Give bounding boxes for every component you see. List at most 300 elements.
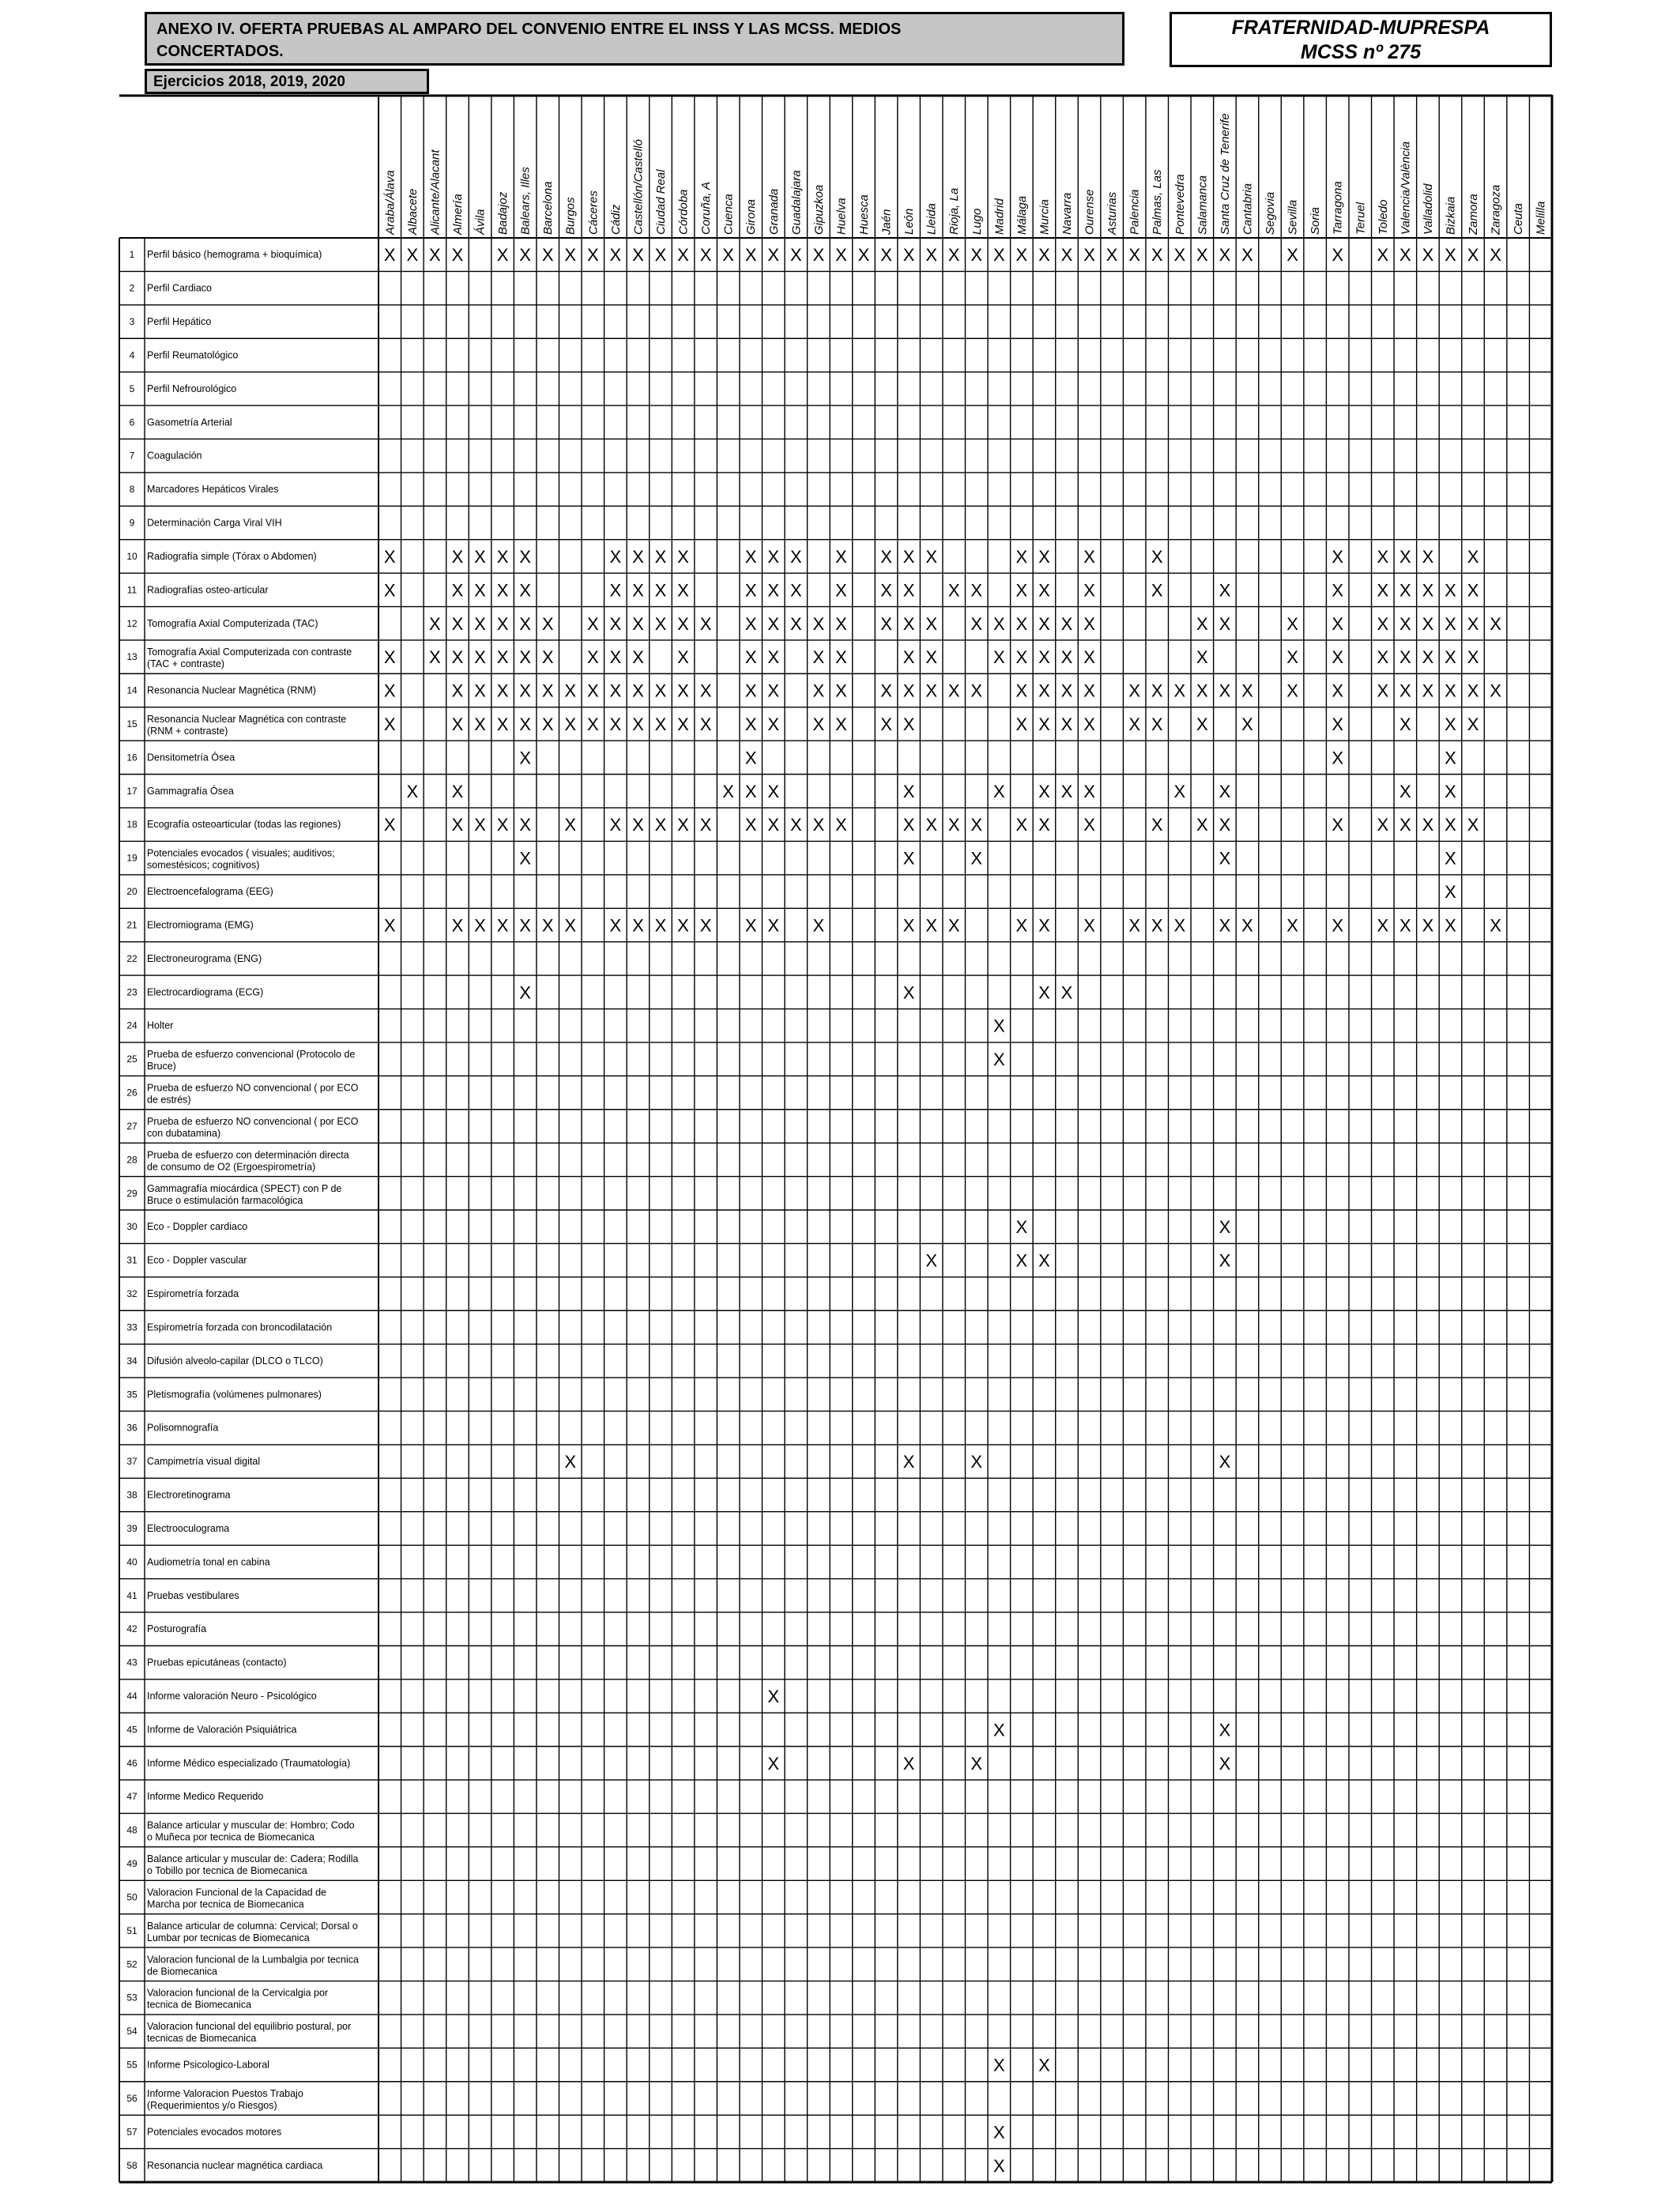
mark-x: X [1467, 815, 1479, 835]
mark-x: X [835, 815, 847, 835]
mark-x: X [654, 915, 667, 936]
mark-x: X [1083, 815, 1095, 835]
mark-x: X [880, 714, 892, 734]
mark-x: X [541, 245, 554, 266]
mark-x: X [767, 546, 780, 567]
mark-x: X [767, 613, 780, 634]
mark-x: X [451, 580, 464, 601]
column-header-province: Cuenca [721, 194, 736, 235]
row-number: 53 [126, 1992, 137, 2004]
mark-x: X [744, 815, 757, 835]
row-label: Informe de Valoración Psiquiátrica [147, 1724, 297, 1736]
mark-x: X [1128, 714, 1141, 734]
mark-x: X [1038, 613, 1050, 634]
mark-x: X [789, 815, 802, 835]
row-label: con dubatamina) [147, 1127, 221, 1139]
mark-x: X [947, 245, 960, 266]
row-label: Resonancia nuclear magnética cardiaca [147, 2159, 323, 2171]
mark-x: X [474, 647, 486, 668]
row-number: 21 [126, 919, 137, 931]
row-label: Bruce) [147, 1061, 176, 1072]
column-header-province: Huesca [857, 194, 871, 235]
mark-x: X [1422, 245, 1434, 266]
mark-x: X [1151, 245, 1163, 266]
mark-x: X [789, 245, 802, 266]
mark-x: X [519, 815, 531, 835]
mark-x: X [609, 714, 622, 734]
mark-x: X [902, 915, 915, 936]
row-label: Tomografía Axial Computerizada (TAC) [147, 617, 318, 629]
mark-x: X [541, 714, 554, 734]
mark-x: X [1219, 848, 1231, 869]
mark-x: X [1015, 680, 1028, 701]
mark-x: X [1286, 647, 1298, 668]
row-label: Holter [147, 1020, 174, 1031]
mark-x: X [767, 647, 780, 668]
mark-x: X [902, 580, 915, 601]
mark-x: X [1219, 1452, 1231, 1472]
mark-x: X [632, 613, 644, 634]
mark-x: X [1083, 781, 1095, 801]
column-header-province: Badajoz [496, 191, 510, 235]
column-header-province: Pontevedra [1173, 174, 1187, 235]
row-number: 27 [126, 1120, 137, 1132]
mark-x: X [519, 613, 531, 634]
mark-x: X [677, 546, 689, 567]
mark-x: X [632, 714, 644, 734]
row-label: Resonancia Nuclear Magnética (RNM) [147, 684, 316, 696]
mark-x: X [1445, 613, 1456, 634]
mark-x: X [902, 245, 915, 266]
mark-x: X [1015, 580, 1028, 601]
mark-x: X [564, 815, 577, 835]
mark-x: X [654, 680, 667, 701]
row-label: Prueba de esfuerzo con determinación directa [147, 1149, 349, 1161]
mark-x: X [519, 546, 531, 567]
mark-x: X [1038, 781, 1050, 801]
row-number: 49 [126, 1858, 137, 1870]
mark-x: X [383, 245, 396, 266]
mark-x: X [383, 815, 396, 835]
row-label: Perfil Nefrourológico [147, 383, 237, 394]
mark-x: X [902, 982, 915, 1003]
row-label: Electroencefalograma (EEG) [147, 886, 273, 898]
mark-x: X [699, 680, 712, 701]
column-header-province: Tarragona [1331, 181, 1345, 235]
mark-x: X [1377, 613, 1389, 634]
mark-x: X [586, 647, 599, 668]
mark-x: X [970, 245, 983, 266]
mark-x: X [1445, 680, 1456, 701]
row-label: Valoracion funcional de la Lumbalgia por tecnica [147, 1954, 359, 1966]
mark-x: X [1332, 714, 1344, 734]
column-header-province: Segovia [1264, 191, 1278, 235]
mark-x: X [1377, 245, 1389, 266]
mark-x: X [519, 915, 531, 936]
mark-x: X [1015, 1250, 1028, 1271]
column-header-province: Huelva [834, 198, 849, 235]
column-header-province: Cáceres [586, 190, 601, 235]
mark-x: X [677, 815, 689, 835]
mark-x: X [1490, 915, 1501, 936]
column-header-province: Lleida [925, 202, 939, 235]
mark-x: X [1490, 680, 1501, 701]
mark-x: X [451, 647, 464, 668]
mark-x: X [451, 613, 464, 634]
mark-x: X [1332, 613, 1344, 634]
mark-x: X [993, 647, 1005, 668]
mark-x: X [902, 781, 915, 801]
mark-x: X [1038, 647, 1050, 668]
mark-x: X [1083, 647, 1095, 668]
mark-x: X [1490, 613, 1501, 634]
column-header-province: Jaén [880, 209, 894, 235]
row-number: 31 [126, 1254, 137, 1266]
column-header-province: Córdoba [676, 189, 691, 235]
row-label: o Tobillo por tecnica de Biomecanica [147, 1865, 307, 1877]
column-header-province: Madrid [993, 198, 1007, 235]
mark-x: X [1196, 613, 1208, 634]
brand-code: MCSS nº 275 [1300, 41, 1422, 63]
mark-x: X [383, 546, 396, 567]
mark-x: X [541, 915, 554, 936]
mark-x: X [1060, 781, 1073, 801]
mark-x: X [519, 848, 531, 869]
mark-x: X [1445, 647, 1456, 668]
mark-x: X [789, 546, 802, 567]
mark-x: X [1399, 915, 1411, 936]
mark-x: X [902, 1452, 915, 1472]
mark-x: X [632, 680, 644, 701]
header-spacer [429, 69, 1552, 94]
mark-x: X [1038, 1250, 1050, 1271]
row-label: Pruebas epicutáneas (contacto) [147, 1657, 287, 1668]
mark-x: X [1219, 1217, 1231, 1238]
mark-x: X [993, 1016, 1005, 1036]
mark-x: X [947, 580, 960, 601]
column-header-province: Málaga [1015, 195, 1029, 235]
row-label: Electromiograma (EMG) [147, 919, 254, 931]
mark-x: X [902, 546, 915, 567]
mark-x: X [767, 714, 780, 734]
mark-x: X [880, 680, 892, 701]
row-label: Valoracion Funcional de la Capacidad de [147, 1887, 327, 1898]
row-label: Tomografía Axial Computerizada con contraste [147, 647, 352, 658]
mark-x: X [451, 781, 464, 801]
mark-x: X [993, 613, 1005, 634]
mark-x: X [744, 781, 757, 801]
mark-x: X [699, 245, 712, 266]
column-header-province: Valladolid [1421, 183, 1435, 235]
mark-x: X [1467, 613, 1479, 634]
mark-x: X [789, 580, 802, 601]
row-number: 24 [126, 1020, 137, 1031]
row-number: 56 [126, 2092, 137, 2104]
mark-x: X [474, 546, 486, 567]
mark-x: X [632, 580, 644, 601]
mark-x: X [812, 245, 825, 266]
mark-x: X [609, 546, 622, 567]
mark-x: X [1399, 245, 1411, 266]
mark-x: X [677, 245, 689, 266]
column-header-province: Ourense [1083, 189, 1097, 235]
row-label: Coagulación [147, 450, 202, 462]
mark-x: X [406, 245, 419, 266]
mark-x: X [586, 714, 599, 734]
row-label: Balance articular y muscular de: Hombro; Codo [147, 1819, 355, 1831]
mark-x: X [835, 647, 847, 668]
mark-x: X [383, 680, 396, 701]
mark-x: X [1377, 647, 1389, 668]
mark-x: X [496, 680, 509, 701]
mark-x: X [1332, 647, 1344, 668]
years-label: Ejercicios 2018, 2019, 2020 [145, 69, 429, 94]
row-label: Valoracion funcional del equilibrio postural, por [147, 2021, 352, 2033]
column-header-province: Navarra [1060, 192, 1075, 235]
row-label: (Requerimientos y/o Riesgos) [147, 2099, 277, 2111]
mark-x: X [699, 815, 712, 835]
row-label: Electroretinograma [147, 1489, 231, 1501]
column-header-province: Ciudad Real [654, 169, 668, 235]
mark-x: X [947, 680, 960, 701]
row-number: 26 [126, 1087, 137, 1099]
mark-x: X [1467, 245, 1479, 266]
mark-x: X [564, 1452, 577, 1472]
mark-x: X [474, 580, 486, 601]
mark-x: X [1219, 1720, 1231, 1740]
mark-x: X [835, 245, 847, 266]
mark-x: X [406, 781, 419, 801]
mark-x: X [383, 580, 396, 601]
mark-x: X [1219, 915, 1231, 936]
mark-x: X [993, 2155, 1005, 2176]
mark-x: X [1422, 680, 1434, 701]
mark-x: X [767, 781, 780, 801]
mark-x: X [1060, 982, 1073, 1003]
row-label: Informe Valoracion Puestos Trabajo [147, 2087, 303, 2099]
row-label: Radiografías osteo-articular [147, 584, 269, 596]
mark-x: X [1467, 580, 1479, 601]
mark-x: X [451, 915, 464, 936]
mark-x: X [744, 680, 757, 701]
mark-x: X [767, 1687, 780, 1706]
mark-x: X [1196, 815, 1208, 835]
mark-x: X [1445, 915, 1456, 936]
column-header-province: Palencia [1128, 189, 1142, 235]
mark-x: X [1173, 781, 1186, 801]
mark-x: X [1151, 815, 1163, 835]
mark-x: X [722, 781, 734, 801]
mark-x: X [699, 613, 712, 634]
mark-x: X [880, 580, 892, 601]
mark-x: X [609, 245, 622, 266]
column-header-province: Cantabria [1241, 183, 1255, 235]
mark-x: X [767, 915, 780, 936]
column-header-province: León [902, 208, 917, 235]
mark-x: X [1173, 915, 1186, 936]
row-number: 15 [126, 718, 137, 729]
row-label: Informe Médico especializado (Traumatología) [147, 1757, 351, 1769]
row-label: Polisomnografía [147, 1422, 219, 1434]
column-header-province: Toledo [1376, 199, 1390, 235]
mark-x: X [925, 647, 938, 668]
row-label: somestésicos; cognitivos) [147, 859, 260, 871]
mark-x: X [699, 714, 712, 734]
row-number: 17 [126, 785, 137, 797]
mark-x: X [1196, 245, 1208, 266]
column-header-province: Girona [744, 198, 759, 235]
mark-x: X [993, 2055, 1005, 2075]
mark-x: X [925, 680, 938, 701]
mark-x: X [1399, 546, 1411, 567]
mark-x: X [812, 647, 825, 668]
row-label: Prueba de esfuerzo convencional (Protocolo de [147, 1049, 356, 1061]
row-label: Pruebas vestibulares [147, 1589, 239, 1601]
mark-x: X [1015, 714, 1028, 734]
row-number: 10 [126, 550, 137, 562]
mark-x: X [1422, 580, 1434, 601]
row-number: 37 [126, 1456, 137, 1468]
mark-x: X [970, 580, 983, 601]
column-header-province: Guadalajara [789, 170, 804, 235]
mark-x: X [1422, 647, 1434, 668]
mark-x: X [677, 714, 689, 734]
mark-x: X [925, 915, 938, 936]
mark-x: X [1241, 245, 1253, 266]
row-number: 7 [129, 450, 135, 462]
mark-x: X [1196, 647, 1208, 668]
mark-x: X [429, 613, 441, 634]
mark-x: X [925, 546, 938, 567]
mark-x: X [1467, 680, 1479, 701]
mark-x: X [383, 647, 396, 668]
row-number: 54 [126, 2026, 137, 2038]
mark-x: X [1060, 714, 1073, 734]
mark-x: X [609, 613, 622, 634]
mark-x: X [1445, 748, 1456, 768]
row-number: 9 [129, 517, 135, 529]
mark-x: X [1286, 245, 1298, 266]
row-number: 41 [126, 1589, 137, 1601]
mark-x: X [947, 915, 960, 936]
row-label: Radiografía simple (Tórax o Abdomen) [147, 550, 317, 562]
mark-x: X [902, 714, 915, 734]
mark-x: X [1377, 546, 1389, 567]
row-number: 47 [126, 1791, 137, 1803]
mark-x: X [1015, 1217, 1028, 1238]
mark-x: X [496, 580, 509, 601]
mark-x: X [902, 848, 915, 869]
mark-x: X [1377, 915, 1389, 936]
column-header-province: Balears, Illes [518, 167, 533, 235]
mark-x: X [519, 245, 531, 266]
mark-x: X [654, 580, 667, 601]
row-label: Informe Medico Requerido [147, 1791, 264, 1803]
mark-x: X [880, 546, 892, 567]
column-header-province: Zamora [1467, 194, 1481, 235]
row-label: Informe Psicologico-Laboral [147, 2059, 269, 2071]
mark-x: X [970, 613, 983, 634]
mark-x: X [1151, 580, 1163, 601]
mark-x: X [496, 815, 509, 835]
column-header-province: Soria [1309, 206, 1323, 235]
row-label: Perfil Reumatológico [147, 349, 239, 361]
mark-x: X [880, 613, 892, 634]
mark-x: X [947, 815, 960, 835]
mark-x: X [519, 714, 531, 734]
row-number: 55 [126, 2059, 137, 2071]
row-label: Resonancia Nuclear Magnética con contraste [147, 714, 347, 725]
mark-x: X [1083, 714, 1095, 734]
mark-x: X [1399, 781, 1411, 801]
row-number: 16 [126, 752, 137, 763]
mark-x: X [519, 680, 531, 701]
row-number: 42 [126, 1623, 137, 1635]
mark-x: X [451, 546, 464, 567]
column-header-province: Valencia/València [1399, 141, 1413, 235]
column-header-province: Asturias [1106, 191, 1120, 235]
column-header-province: Araba/Álava [383, 170, 397, 235]
row-label: Bruce o estimulación farmacológica [147, 1194, 303, 1206]
mark-x: X [1038, 2055, 1050, 2075]
row-label: Difusión alveolo-capilar (DLCO o TLCO) [147, 1355, 323, 1367]
column-header-province: Murcia [1038, 198, 1052, 235]
mark-x: X [1399, 647, 1411, 668]
row-label: Perfil Hepático [147, 316, 212, 328]
mark-x: X [993, 1050, 1005, 1070]
mark-x: X [496, 647, 509, 668]
mark-x: X [1038, 580, 1050, 601]
row-number: 35 [126, 1389, 137, 1400]
mark-x: X [1422, 915, 1434, 936]
mark-x: X [474, 915, 486, 936]
mark-x: X [564, 245, 577, 266]
row-number: 44 [126, 1691, 137, 1702]
mark-x: X [1083, 245, 1095, 266]
mark-x: X [564, 680, 577, 701]
brand-name: FRATERNIDAD-MUPRESPA [1231, 17, 1490, 39]
row-label: de estrés) [147, 1094, 191, 1106]
mark-x: X [1083, 680, 1095, 701]
row-number: 38 [126, 1489, 137, 1501]
mark-x: X [1286, 613, 1298, 634]
mark-x: X [654, 546, 667, 567]
mark-x: X [857, 245, 870, 266]
title-line-2: CONCERTADOS. [156, 43, 284, 60]
mark-x: X [586, 245, 599, 266]
mark-x: X [1377, 815, 1389, 835]
mark-x: X [1038, 915, 1050, 936]
mark-x: X [519, 647, 531, 668]
mark-x: X [451, 815, 464, 835]
row-number: 1 [129, 249, 135, 261]
mark-x: X [835, 546, 847, 567]
mark-x: X [632, 245, 644, 266]
mark-x: X [1083, 915, 1095, 936]
mark-x: X [902, 1753, 915, 1774]
mark-x: X [744, 748, 757, 768]
mark-x: X [699, 915, 712, 936]
row-number: 36 [126, 1422, 137, 1434]
row-label: Gammagrafía Ósea [147, 785, 234, 797]
mark-x: X [383, 714, 396, 734]
mark-x: X [1332, 915, 1344, 936]
column-header-province: Salamanca [1196, 175, 1210, 235]
column-header-province: Bizkaia [1444, 196, 1458, 235]
mark-x: X [993, 1720, 1005, 1740]
column-header-province: Gipuzkoa [812, 184, 826, 235]
mark-x: X [1445, 848, 1456, 869]
